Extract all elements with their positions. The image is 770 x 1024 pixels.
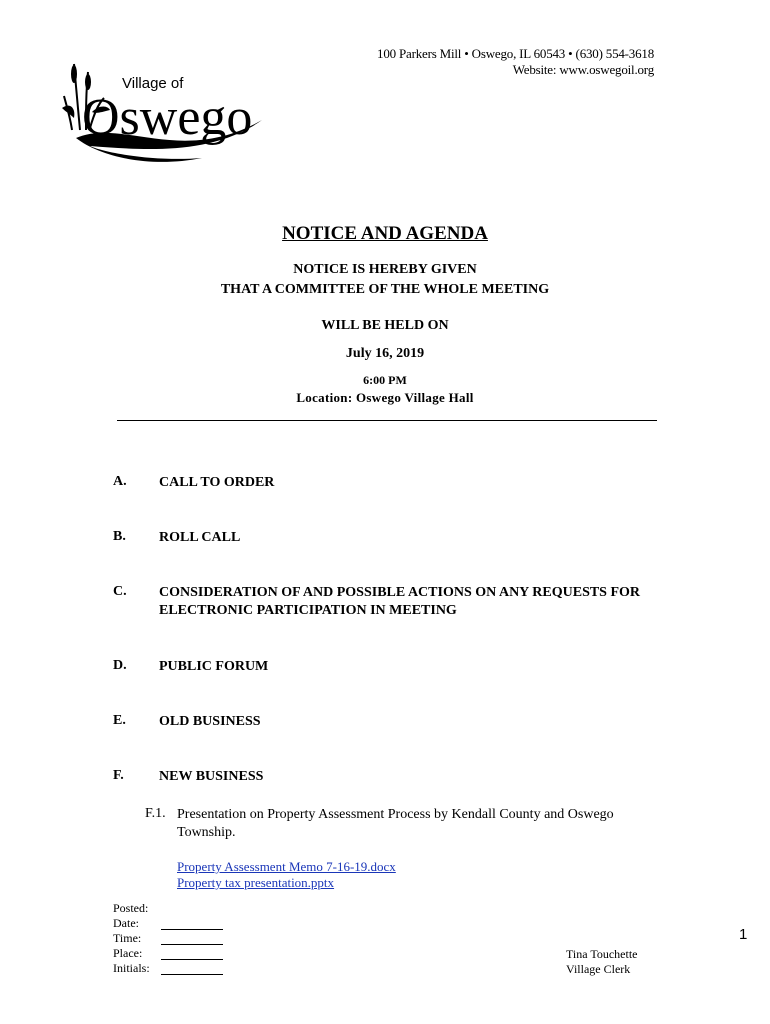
initials-label: Initials:: [113, 961, 150, 975]
address-block: [377, 46, 654, 78]
agenda-item-roll-call: ROLL CALL: [159, 530, 241, 545]
address-line: 100 Parkers Mill • Oswego, IL 60543 • (630) 554-3618: [377, 46, 654, 61]
date-blank-line: [161, 929, 223, 930]
agenda-letter: B.: [113, 529, 126, 544]
logo-village-of-text: Village of: [122, 75, 184, 92]
agenda-item-public-forum: PUBLIC FORUM: [159, 659, 269, 674]
time-label: Time:: [113, 931, 142, 945]
agenda-letter: C.: [113, 584, 127, 599]
meeting-time: 6:00 PM: [363, 373, 407, 387]
agenda-item-call-to-order: CALL TO ORDER: [159, 475, 275, 490]
page-title: NOTICE AND AGENDA: [282, 223, 488, 244]
subitem-number: F.1.: [145, 806, 166, 821]
notice-line-2: THAT A COMMITTEE OF THE WHOLE MEETING: [220, 282, 550, 297]
village-of-oswego-logo: [62, 58, 272, 166]
date-label: Date:: [113, 916, 139, 930]
page-number: 1: [739, 926, 748, 943]
place-blank-line: [161, 959, 223, 960]
logo-oswego-text: Oswego: [82, 89, 253, 146]
signer-title: Village Clerk: [566, 962, 631, 976]
agenda-item-electronic-participation: CONSIDERATION OF AND POSSIBLE ACTIONS ON ANY REQUESTS FOR ELECTRONIC PARTICIPATION IN MEETING: [159, 585, 641, 618]
posted-label: Posted:: [113, 901, 149, 915]
meeting-date: July 16, 2019: [345, 346, 425, 361]
agenda-letter: D.: [113, 658, 127, 673]
agenda-item-new-business: NEW BUSINESS: [159, 769, 264, 784]
agenda-letter: E.: [113, 713, 126, 728]
property-tax-presentation-link[interactable]: Property tax presentation.pptx: [177, 875, 335, 890]
agenda-letter: A.: [113, 474, 127, 489]
agenda-item-old-business: OLD BUSINESS: [159, 714, 261, 729]
meeting-location: Location: Oswego Village Hall: [296, 390, 474, 405]
place-label: Place:: [113, 946, 143, 960]
signer-name: Tina Touchette: [566, 947, 638, 961]
initials-blank-line: [161, 974, 223, 975]
subitem-text: Presentation on Property Assessment Process by Kendall County and Oswego Township.: [177, 807, 614, 840]
notice-line-1: NOTICE IS HEREBY GIVEN: [293, 262, 477, 277]
property-assessment-memo-link[interactable]: Property Assessment Memo 7-16-19.docx: [177, 859, 396, 874]
time-blank-line: [161, 944, 223, 945]
agenda-letter: F.: [113, 768, 124, 783]
divider: [117, 420, 657, 421]
website-line: Website: www.oswegoil.org: [512, 62, 654, 77]
notice-line-3: WILL BE HELD ON: [321, 318, 449, 333]
